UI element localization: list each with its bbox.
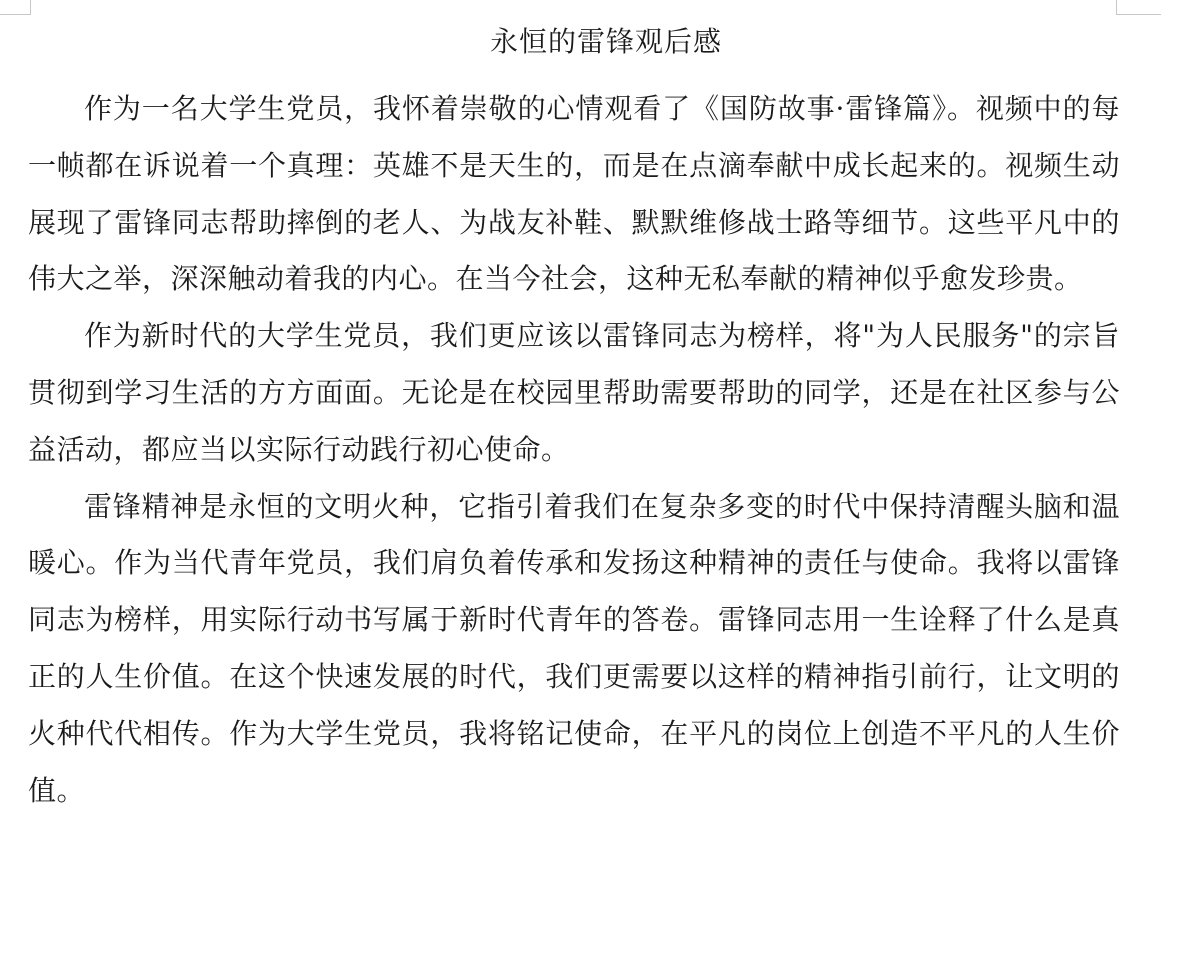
margin-corner-mark-left [0,0,31,15]
paragraph-3: 雷锋精神是永恒的文明火种，它指引着我们在复杂多变的时代中保持清醒头脑和温暖心。作为当代青年党员，我们肩负着传承和发扬这种精神的责任与使命。我将以雷锋同志为榜样，用实际行动书写属于新时代青年的答卷。雷锋同志用一生诠释了什么是真正的人生价值。在这个快速发展的时代，我们更需要以这样的精神指引前行，让文明的火种代代相传。作为大学生党员，我将铭记使命，在平凡的岗位上创造不平凡的人生价值。 [28,489,1120,807]
margin-corner-mark-right [1116,0,1161,15]
document-body [28,81,1120,819]
paragraph-2: 作为新时代的大学生党员，我们更应该以雷锋同志为榜样，将"为人民服务"的宗旨贯彻到学习生活的方方面面。无论是在校园里帮助需要帮助的同学，还是在社区参与公益活动，都应当以实际行动践行初心使命。 [28,319,1120,466]
document-title: 永恒的雷锋观后感 [489,25,722,58]
paragraph-1: 作为一名大学生党员，我怀着崇敬的心情观看了《国防故事·雷锋篇》。视频中的每一帧都在诉说着一个真理：英雄不是天生的，而是在点滴奉献中成长起来的。视频生动展现了雷锋同志帮助摔倒的老人、为战友补鞋、默默维修战士路等细节。这些平凡中的伟大之举，深深触动着我的内心。在当今社会，这种无私奉献的精神似乎愈发珍贵。 [28,92,1120,296]
